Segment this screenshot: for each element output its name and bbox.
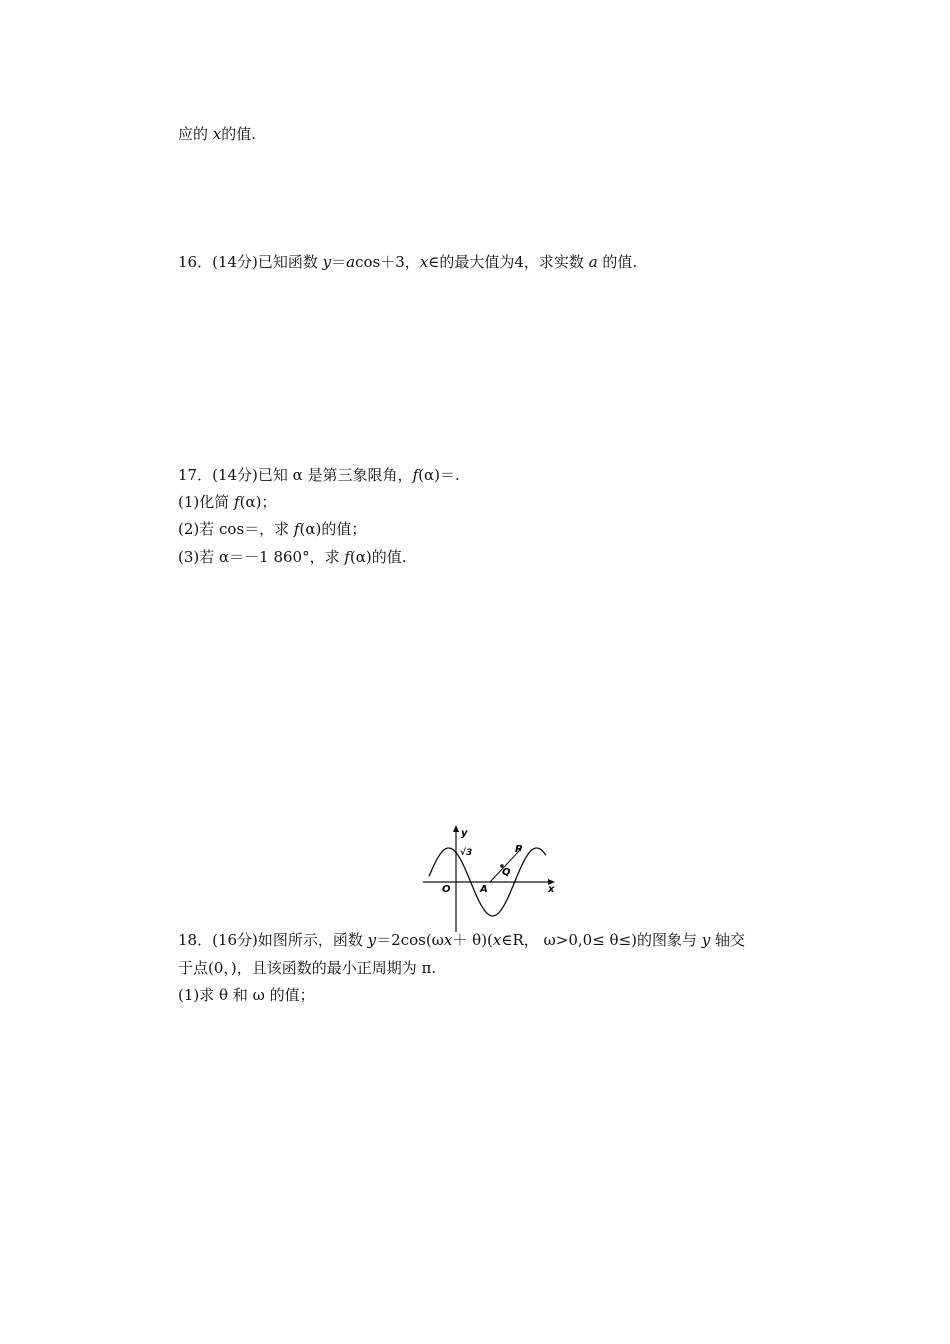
q17-part-text: (α)的值；	[299, 520, 367, 538]
q17-part-label: (3)	[178, 548, 200, 566]
point-q-label: Q	[502, 867, 511, 878]
q18-text: 如图所示，函数	[257, 931, 368, 949]
q16-var-a: a	[588, 253, 598, 271]
q17-func-f: f	[412, 466, 419, 484]
q18-part-label: (1)	[178, 986, 200, 1004]
question-16	[178, 252, 637, 272]
q16-text: ＝	[331, 253, 347, 271]
question-17-stem	[178, 465, 460, 485]
q18-text: 于点(0，)，且该函数的最小正周期为 π.	[178, 959, 437, 977]
q17-func-f: f	[293, 520, 300, 538]
q17-part-text: 若 α＝－1 860°，求	[199, 548, 345, 566]
y-axis-arrow	[453, 825, 459, 832]
q16-var-x: x	[419, 253, 429, 271]
q18-text: 轴交	[710, 931, 746, 949]
q18-var-y: y	[701, 931, 711, 949]
question-17-part-2	[178, 519, 366, 539]
q16-var-a: a	[346, 253, 356, 271]
q18-var-y: y	[367, 931, 377, 949]
q17-part-label: (2)	[178, 520, 200, 538]
question-17-part-3	[178, 547, 407, 567]
q16-text: cos＋3，	[355, 253, 420, 271]
y-axis-label: y	[461, 828, 468, 839]
q17-part-text: 化简	[199, 493, 235, 511]
q17-func-f: f	[234, 493, 240, 511]
question-18-part-1	[178, 985, 315, 1005]
q17-part-text: (α)；	[239, 493, 277, 511]
q18-part-text: 求 θ 和 ω 的值；	[199, 986, 315, 1004]
q18-text: ∈R， ω>0,0≤ θ≤)的图象与	[501, 931, 702, 949]
q16-text: 的值.	[597, 253, 638, 271]
q16-number: 16．	[178, 253, 213, 271]
question-18-stem	[178, 930, 745, 950]
q16-var-y: y	[322, 253, 332, 271]
question-17-part-1	[178, 492, 276, 512]
q17-part-label: (1)	[178, 493, 200, 511]
cosine-graph-figure	[418, 822, 558, 932]
q18-var-x: x	[443, 931, 453, 949]
point-p-label: P	[515, 844, 523, 855]
q18-var-x: x	[492, 931, 502, 949]
q16-text: 已知函数	[257, 253, 323, 271]
q17-text: 已知 α 是第三象限角，	[257, 466, 413, 484]
q17-part-text: (α)的值.	[349, 548, 407, 566]
q18-number: 18．	[178, 931, 213, 949]
q17-number: 17．	[178, 466, 213, 484]
q17-text: (α)＝.	[418, 466, 460, 484]
q16-score: (14分)	[212, 253, 258, 271]
x-axis-label: x	[548, 884, 555, 895]
origin-label: O	[442, 884, 451, 895]
q17-func-f: f	[344, 548, 350, 566]
q17-score: (14分)	[212, 466, 258, 484]
q15-var-x: x	[212, 125, 222, 143]
q15-text: 应的	[178, 125, 213, 143]
q16-text: ∈的最大值为4，求实数	[428, 253, 589, 271]
y-intercept-label: √3	[460, 848, 473, 858]
q15-tail-line	[178, 124, 256, 144]
q17-part-text: 若 cos＝，求	[199, 520, 294, 538]
q18-score: (16分)	[212, 931, 258, 949]
question-18-stem-line-2	[178, 958, 436, 978]
q15-text-end: 的值.	[221, 125, 257, 143]
q18-text: ＋ θ)(	[452, 931, 493, 949]
q18-text: ＝2cos(ω	[376, 931, 444, 949]
point-a-label: A	[480, 884, 488, 895]
